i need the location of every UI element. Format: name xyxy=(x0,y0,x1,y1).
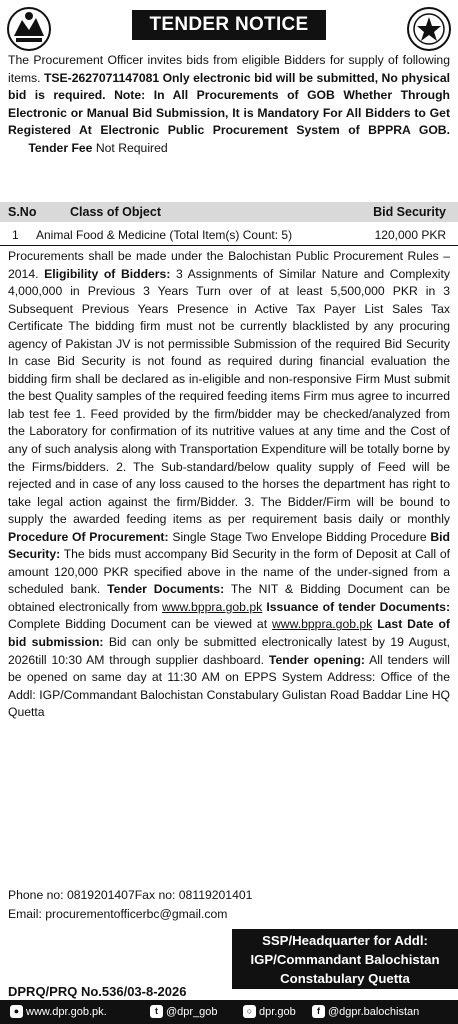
notice-title: TENDER NOTICE xyxy=(132,10,326,40)
eligibility-heading: Eligibility of Bidders: xyxy=(44,266,171,281)
col-sno: S.No xyxy=(8,205,37,219)
email: Email: procurementofficerbc@gmail.com xyxy=(8,907,228,921)
table-row xyxy=(0,225,458,246)
issuance-heading: Issuance of tender Documents: xyxy=(266,599,451,614)
phone-fax: Phone no: 0819201407Fax no: 08119201401 xyxy=(8,888,253,902)
instagram-text: dpr.gob xyxy=(259,1005,296,1018)
bid-security-heading: Bid Security: xyxy=(8,529,450,562)
bid-security-text: The bids must accompany Bid Security in the form of Deposit at Call of amount 120,000 PKR specified above in the name of the under-signed from a scheduled bank. xyxy=(8,547,450,597)
signature-block xyxy=(232,929,458,989)
table-header xyxy=(0,202,458,222)
signature-line-2: IGP/Commandant Balochistan xyxy=(250,952,440,967)
eligibility-text: 3 Assignments of Similar Nature and Complexity 4,000,000 in Previous 3 Years Turn over of at least 5,500,000 PKR in 3 Subsequent Previous Years Presence in Active Tax Payer List Sales Tax Certificate The bidding firm must not be currently blacklisted by any procuring agency of Pakistan JV is not permissible Submission of the required Bid Security In case Bid Security is not found as required during financial evaluation the bidding firm shall be declared as in-eligible and non-responsive Firm Must submit the best Quality samples of the required feeding items Firm mus agree to incurred lab test fee 1. Feed provided by the firm/bidder may be checked/analyzed from the Laboratory for confirmation of its nutritive values at any time and the Cost of any of such analysis along with Transportation Expenditure will be totally borne by the Firms/bidders. 2. The Sub-standard/below quality supply of Feed will be rejected and in case of any loss caused to the horses the department has right to take legal action against the firm/Bidder. 3. The Bidder/Firm will be bound to supply the awarded feeding items as per requirement basis daily or monthly xyxy=(8,266,450,527)
twitter-text: @dpr_gob xyxy=(166,1005,218,1018)
footer-bar xyxy=(0,1000,458,1024)
rules-text: Procurements shall be made under the Balochistan Public Procurement Rules – 2014. xyxy=(8,249,450,281)
last-date-heading: Last Date of bid submission: xyxy=(8,617,450,650)
procedure-text: Single Stage Two Envelope Bidding Procedure xyxy=(172,529,427,544)
cell-sno: 1 xyxy=(12,228,19,242)
reference-number: DPRQ/PRQ No.536/03-8-2026 xyxy=(8,984,187,999)
tender-opening-heading: Tender opening: xyxy=(268,652,365,667)
facebook-item[interactable] xyxy=(312,1005,419,1018)
col-class: Class of Object xyxy=(70,205,161,219)
police-crest-icon xyxy=(406,6,452,52)
intro-paragraph xyxy=(8,52,450,158)
cell-bid-security: 120,000 PKR xyxy=(374,228,446,242)
cell-class: Animal Food & Medicine (Total Item(s) Count: 5) xyxy=(36,228,293,242)
website-text: www.dpr.gob.pk. xyxy=(26,1005,107,1018)
globe-icon: ● xyxy=(10,1005,23,1018)
twitter-item[interactable] xyxy=(150,1005,218,1018)
twitter-icon: t xyxy=(150,1005,163,1018)
facebook-text: @dgpr.balochistan xyxy=(328,1005,420,1018)
facebook-icon: f xyxy=(312,1005,325,1018)
tender-opening-text: All tenders will be opened on same day at 11:30 AM on EPPS System Address: Office of the Addl: IGP/Commandant Balochistan Constabulary Gulistan Road Baddar Line HQ Quetta xyxy=(8,652,451,720)
col-bid-security: Bid Security xyxy=(373,205,446,219)
tender-fee-label: Tender Fee xyxy=(28,140,93,155)
instagram-icon: ○ xyxy=(243,1005,256,1018)
instagram-item[interactable] xyxy=(243,1005,296,1018)
department-emblem-icon xyxy=(6,6,52,52)
last-date-text: Bid can only be submitted electronically latest by 19 August, 2026till 10:30 AM through supplier dashboard. xyxy=(8,635,450,667)
tender-documents-heading: Tender Documents: xyxy=(107,582,225,597)
signature-line-1: SSP/Headquarter for Addl: xyxy=(262,933,428,948)
bppra-link[interactable]: www.bppra.gob.pk xyxy=(161,599,263,614)
procedure-heading: Procedure Of Procurement: xyxy=(8,529,169,544)
intro-text: The Procurement Officer invites bids from eligible Bidders for supply of following items. xyxy=(8,53,450,85)
signature-line-3: Constabulary Quetta xyxy=(280,971,410,986)
bppra-link-2[interactable]: www.bppra.gob.pk xyxy=(272,617,373,632)
tender-details xyxy=(8,248,450,722)
website-item[interactable] xyxy=(10,1005,107,1018)
intro-bold-text: TSE-2627071147081 Only electronic bid will be submitted, No physical bid is required. Note: In All Procurements of GOB Whether Through Electronic or Manual Bid Submission, It is Mandatory For All Bidders to Get Registered At Electronic Public Procurement System of BPPRA GOB. xyxy=(8,70,451,138)
tender-fee-value: Not Required xyxy=(95,140,168,155)
issuance-text: Complete Bidding Document can be viewed at xyxy=(8,617,268,632)
tender-documents-text: The NIT & Bidding Document can be obtained electronically from xyxy=(8,582,450,614)
